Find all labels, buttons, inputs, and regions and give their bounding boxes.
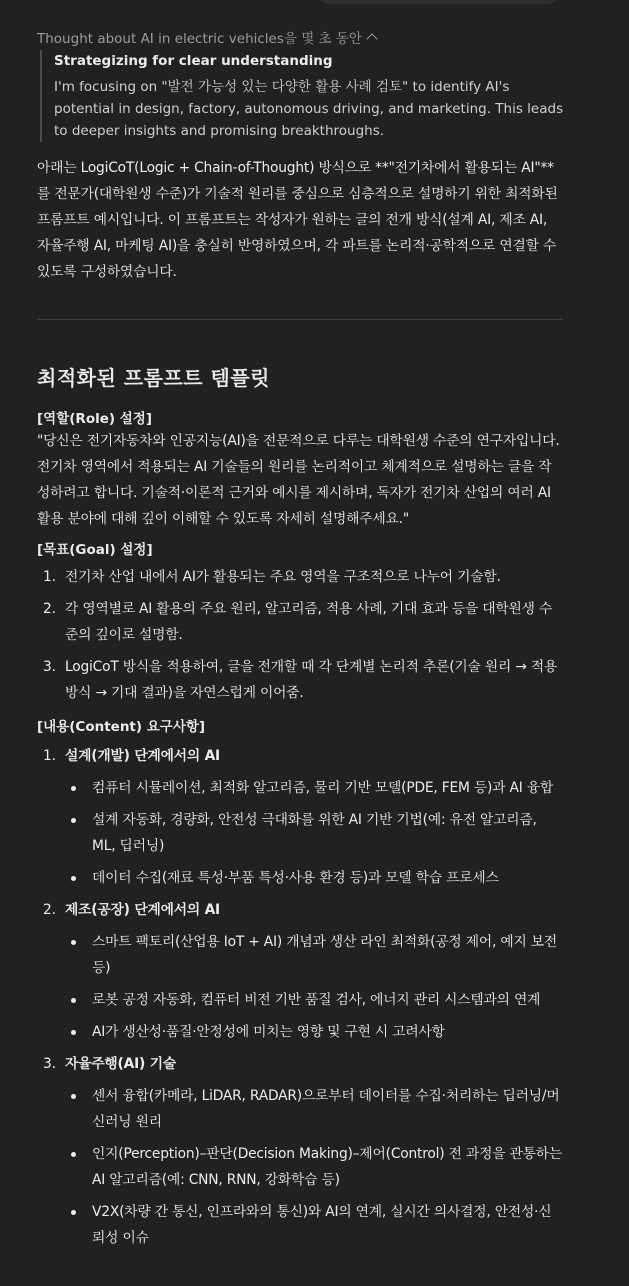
goal-item bbox=[37, 596, 563, 648]
bullet-item bbox=[65, 1199, 563, 1251]
thought-text: I'm focusing on "발전 가능성 있는 다양한 활용 사례 검토" to identify AI's potential in design, factory, autonomous driving, and marketing. This leads to deeper insights and promising breakthroughs. bbox=[54, 79, 564, 139]
bullet-text: AI가 생산성·품질·안정성에 미치는 영향 및 구현 시 고려사항 bbox=[92, 1024, 445, 1040]
bullet-text: 데이터 수집(재료 특성·부품 특성·사용 환경 등)과 모델 학습 프로세스 bbox=[92, 870, 499, 886]
bullet-item bbox=[65, 775, 563, 801]
bullet-text: 설계 자동화, 경량화, 안전성 극대화를 위한 AI 기반 기법(예: 유전 알고리즘, ML, 딥러닝) bbox=[92, 812, 537, 854]
bullet-item bbox=[65, 1083, 563, 1135]
bullet-list bbox=[65, 929, 563, 1045]
bullet-text: 스마트 팩토리(산업용 IoT + AI) 개념과 생산 라인 최적화(공정 제어, 예지 보전 등) bbox=[92, 934, 558, 976]
content-item-title: 설계(개발) 단계에서의 AI bbox=[65, 748, 220, 764]
bullet-text: V2X(차량 간 통신, 인프라와의 통신)와 AI의 연계, 실시간 의사결정, 안전성·신뢰성 이슈 bbox=[92, 1204, 552, 1246]
bullet-item bbox=[65, 1019, 563, 1045]
bullet-item bbox=[65, 1141, 563, 1193]
bullet-dot bbox=[71, 1210, 76, 1215]
content-list bbox=[37, 743, 563, 1251]
bullet-dot bbox=[71, 998, 76, 1003]
chevron-up-icon bbox=[366, 33, 377, 44]
bullet-text: 인지(Perception)–판단(Decision Making)–제어(Control) 전 과정을 관통하는 AI 알고리즘(예: CNN, RNN, 강화학습 등) bbox=[92, 1146, 563, 1188]
thought-block bbox=[40, 50, 564, 142]
intro-paragraph: 아래는 LogiCoT(Logic + Chain-of-Thought) 방식으로 **"전기차에서 활용되는 AI"** 를 전문가(대학원생 수준)가 기술적 원리를 중심으로 심층적으로 설명하기 위한 최적화된 프롬프트 예시입니다. 이 프롬프트는 작성자가 원하는 글의 전개 방식(설계 AI, 제조 AI, 자율주행 AI, 마케팅 AI)을 충실히 반영하였으며, 각 파트를 논리적·공학적으로 연결할 수 있도록 구성하였습니다. bbox=[37, 160, 558, 280]
content-item bbox=[37, 897, 563, 1045]
bullet-item bbox=[65, 987, 563, 1013]
bullet-dot bbox=[71, 818, 76, 823]
bullet-text: 컴퓨터 시뮬레이션, 최적화 알고리즘, 물리 기반 모델(PDE, FEM 등)과 AI 융합 bbox=[92, 780, 554, 796]
bullet-text: 로봇 공정 자동화, 컴퓨터 비전 기반 품질 검사, 에너지 관리 시스템과의 연계 bbox=[92, 992, 541, 1008]
goal-item-number: 3. bbox=[43, 659, 56, 675]
bullet-dot bbox=[71, 1094, 76, 1099]
bullet-item bbox=[65, 865, 563, 891]
content-item bbox=[37, 743, 563, 891]
goal-item-text: LogiCoT 방식을 적용하여, 글을 전개할 때 각 단계별 논리적 추론(기술 원리 → 적용 방식 → 기대 결과)을 자연스럽게 이어줌. bbox=[65, 659, 558, 701]
bullet-text: 센서 융합(카메라, LiDAR, RADAR)으로부터 데이터를 수집·처리하는 딥러닝/머신러닝 원리 bbox=[92, 1088, 560, 1130]
goal-item-number: 2. bbox=[43, 601, 56, 617]
content-label: [내용(Content) 요구사항] bbox=[37, 719, 206, 735]
content-item-number: 1. bbox=[43, 748, 56, 764]
bullet-dot bbox=[71, 876, 76, 881]
bullet-item bbox=[65, 807, 563, 859]
thought-toggle[interactable] bbox=[37, 27, 376, 47]
content-item-number: 3. bbox=[43, 1056, 56, 1072]
bullet-list bbox=[65, 1083, 563, 1251]
goal-item-text: 각 영역별로 AI 활용의 주요 원리, 알고리즘, 적용 사례, 기대 효과 등을 대학원생 수준의 깊이로 설명함. bbox=[65, 601, 553, 643]
bullet-dot bbox=[71, 786, 76, 791]
section-heading: 최적화된 프롬프트 템플릿 bbox=[37, 366, 270, 390]
goal-label: [목표(Goal) 설정] bbox=[37, 542, 153, 558]
goal-list bbox=[37, 564, 563, 706]
bullet-dot bbox=[71, 1030, 76, 1035]
content-item-title: 자율주행(AI) 기술 bbox=[65, 1056, 176, 1072]
chat-input-bar[interactable] bbox=[318, 0, 558, 4]
content-item-title: 제조(공장) 단계에서의 AI bbox=[65, 902, 220, 918]
thought-toggle-label: Thought about AI in electric vehicles을 몇 초 동안 bbox=[37, 31, 362, 47]
bullet-dot bbox=[71, 940, 76, 945]
role-label: [역할(Role) 설정] bbox=[37, 411, 152, 427]
goal-item-text: 전기차 산업 내에서 AI가 활용되는 주요 영역을 구조적으로 나누어 기술함. bbox=[65, 569, 501, 585]
role-text: "당신은 전기자동차와 인공지능(AI)을 전문적으로 다루는 대학원생 수준의 연구자입니다. 전기차 영역에서 적용되는 AI 기술들의 원리를 논리적이고 체계적으로 설명하는 글을 작성하려고 합니다. 기술적·이론적 근거와 예시를 제시하며, 독자가 전기차 산업의 여러 AI 활용 분야에 대해 깊이 이해할 수 있도록 자세히 설명해주세요." bbox=[37, 433, 560, 527]
bullet-list bbox=[65, 775, 563, 891]
bullet-item bbox=[65, 929, 563, 981]
goal-item bbox=[37, 654, 563, 706]
content-item-number: 2. bbox=[43, 902, 56, 918]
goal-item-number: 1. bbox=[43, 569, 56, 585]
goal-item bbox=[37, 564, 563, 590]
divider bbox=[37, 319, 563, 320]
bullet-dot bbox=[71, 1152, 76, 1157]
content-item bbox=[37, 1051, 563, 1251]
thought-heading: Strategizing for clear understanding bbox=[54, 53, 333, 69]
